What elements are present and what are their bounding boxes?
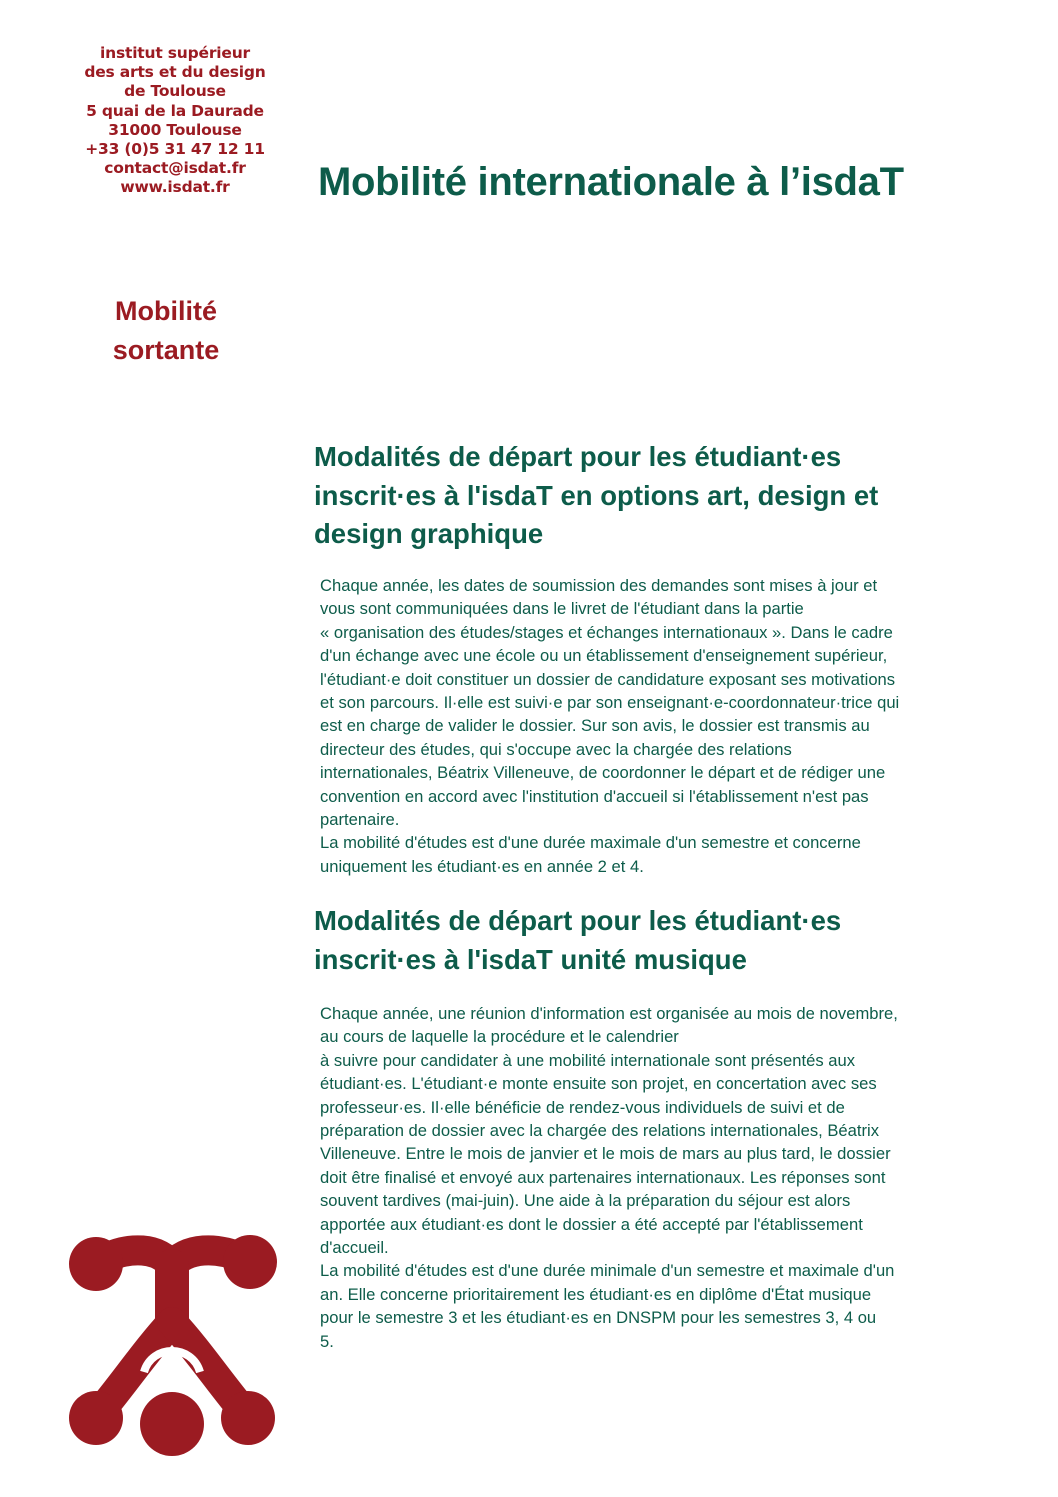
paragraph-line: doit être finalisé et envoyé aux partenaires internationaux. Les réponses sont (320, 1167, 886, 1187)
heading-line: inscrit·es à l'isdaT unité musique (314, 943, 747, 975)
section-paragraph-art-design (320, 574, 1030, 878)
paragraph-line: d'accueil. (320, 1238, 389, 1258)
paragraph-line: et son parcours. Il·elle est suivi·e par son enseignant·e-coordonnateur·trice qui (320, 693, 900, 713)
sidebar-heading-line: Mobilité (115, 296, 217, 326)
paragraph-line: Chaque année, les dates de soumission des demandes sont mises à jour et (320, 576, 878, 595)
paragraph-line: Chaque année, une réunion d'information est organisée au mois de novembre, (320, 1004, 898, 1023)
paragraph-line: partenaire. (320, 810, 400, 830)
paragraph-line: « organisation des études/stages et échanges internationaux ». Dans le cadre (320, 622, 893, 642)
paragraph-line: pour le semestre 3 et les étudiant·es en DNSPM pour les semestres 3, 4 ou (320, 1308, 877, 1328)
paragraph-line: professeur·es. Il·elle bénéficie de rendez-vous individuels de suivi et de (320, 1097, 845, 1117)
address-line: institut supérieur (100, 44, 250, 62)
sidebar-heading-line: sortante (112, 335, 220, 365)
paragraph-line: l'étudiant·e doit constituer un dossier de candidature exposant ses motivations (320, 669, 896, 689)
section-paragraph-musique (320, 1002, 1030, 1353)
paragraph-line: d'un échange avec une école ou un établissement d'enseignement supérieur, (320, 646, 888, 666)
paragraph-line: directeur des études, qui s'occupe avec la chargée des relations (320, 739, 792, 759)
paragraph-line: au cours de laquelle la procédure et le calendrier (320, 1027, 679, 1047)
isdat-logo-icon (60, 1226, 285, 1466)
paragraph-line: Villeneuve. Entre le mois de janvier et le mois de mars au plus tard, le dossier (320, 1144, 891, 1164)
paragraph-line: souvent tardives (mai-juin). Une aide à la préparation du séjour est alors (320, 1191, 851, 1211)
paragraph-line: internationales, Béatrix Villeneuve, de coordonner le départ et de rédiger une (320, 763, 886, 783)
heading-line: design graphique (314, 518, 544, 549)
paragraph-line: vous sont communiquées dans le livret de l'étudiant dans la partie (320, 599, 804, 619)
heading-line: inscrit·es à l'isdaT en options art, design et (314, 479, 879, 511)
institution-address (60, 44, 290, 198)
address-website: www.isdat.fr (120, 178, 230, 197)
page-title: Mobilité internationale à l’isdaT (318, 160, 904, 204)
paragraph-line: an. Elle concerne prioritairement les étudiant·es en diplôme d'État musique (320, 1284, 872, 1304)
paragraph-line: La mobilité d'études est d'une durée maximale d'un semestre et concerne (320, 833, 861, 853)
paragraph-line: préparation de dossier avec la chargée des relations internationales, Béatrix (320, 1121, 879, 1141)
paragraph-line: convention en accord avec l'institution d'accueil si l'établissement n'est pas (320, 786, 869, 806)
paragraph-line: uniquement les étudiant·es en année 2 et 4. (320, 856, 644, 876)
address-phone: +33 (0)5 31 47 12 11 (85, 140, 265, 159)
heading-line: Modalités de départ pour les étudiant·es (314, 905, 842, 936)
address-line: 31000 Toulouse (108, 120, 242, 139)
section-heading-musique (314, 902, 1034, 979)
section-heading-art-design (314, 438, 1034, 554)
paragraph-line: est en charge de valider le dossier. Sur son avis, le dossier est transmis au (320, 716, 870, 736)
paragraph-line: à suivre pour candidater à une mobilité internationale sont présentés aux (320, 1050, 856, 1070)
address-line: 5 quai de la Daurade (86, 101, 264, 120)
address-email: contact@isdat.fr (104, 159, 246, 178)
paragraph-line: La mobilité d'études est d'une durée minimale d'un semestre et maximale d'un (320, 1261, 895, 1281)
paragraph-line: 5. (320, 1331, 334, 1351)
paragraph-line: apportée aux étudiant·es dont le dossier a été accepté par l'établissement (320, 1214, 863, 1234)
address-line: de Toulouse (124, 82, 226, 101)
heading-line: Modalités de départ pour les étudiant·es (314, 441, 842, 472)
paragraph-line: étudiant·es. L'étudiant·e monte ensuite son projet, en concertation avec ses (320, 1074, 877, 1094)
sidebar-heading (88, 292, 244, 370)
address-line: des arts et du design (84, 63, 266, 82)
